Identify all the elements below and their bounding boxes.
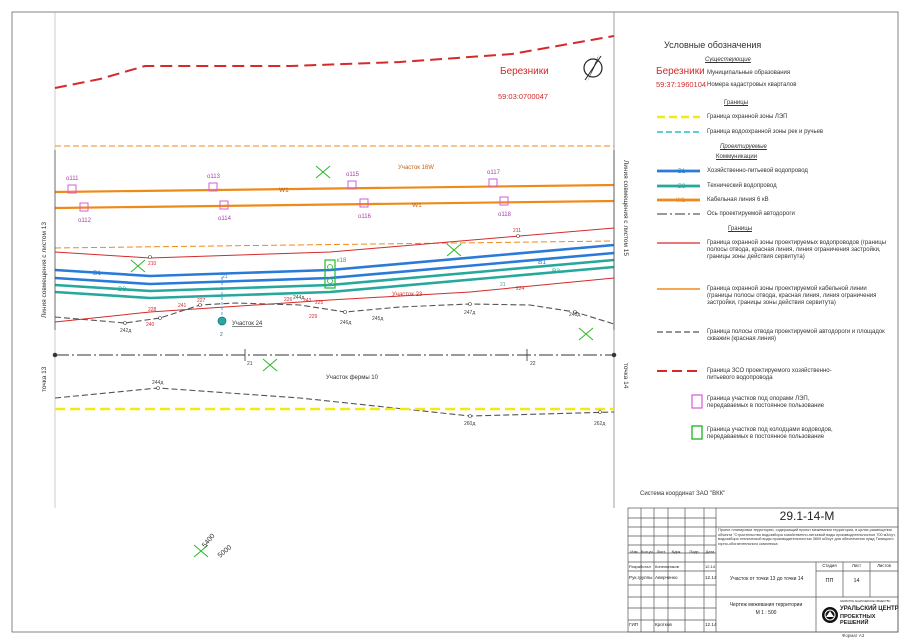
legend-projected-header: Проектируемые bbox=[720, 144, 767, 150]
point-label: 21 bbox=[222, 274, 228, 280]
tb-org-line1: УРАЛЬСКИЙ ЦЕНТР bbox=[840, 606, 899, 612]
survey-point bbox=[149, 256, 152, 259]
line-code: В1 bbox=[93, 270, 101, 277]
plot-label-bottom: Участок фермы 10 bbox=[326, 375, 378, 381]
point-label: 262д bbox=[594, 421, 606, 427]
survey-point bbox=[517, 235, 520, 238]
point-label: 228 bbox=[148, 307, 157, 313]
point-label: 210 bbox=[148, 261, 157, 267]
legend-swatch-well-plots bbox=[692, 426, 702, 439]
tb-org-small: ЗАКРЫТОЕ АКЦИОНЕРНОЕ ОБЩЕСТВО bbox=[840, 600, 891, 603]
doc-code: 29.1-14-М bbox=[779, 509, 835, 523]
north-arrow-icon bbox=[584, 54, 602, 82]
road-strip-lower bbox=[55, 388, 614, 416]
tb-drawing-title: Чертеж межевания территории bbox=[729, 602, 803, 608]
legend-swatch-code: W1 bbox=[676, 198, 685, 204]
survey-point bbox=[469, 415, 472, 418]
tb-name-lead: Аверченко bbox=[655, 575, 678, 580]
tb-header-data: Дата bbox=[705, 550, 715, 554]
legend-city-desc: Муниципальные образования bbox=[707, 70, 791, 76]
legend-borders-header2: Границы bbox=[728, 226, 752, 232]
project-desc: Проект планировки территории, содержащий проект межевания территории, в целях размещения объекта "Строительство водозабора хозяйственно-питьевой воды производительностью 700 м3/сут, водозабора технической воды производительностью 3800 м3/сут для обеспечения нужд Талицкого горно-обогатительного комплекса bbox=[718, 528, 896, 546]
tb-stage-hdr: Стадия bbox=[822, 563, 837, 568]
legend-cadastral-sample: 59:37:1960104 bbox=[656, 80, 707, 89]
point-label: 21 bbox=[500, 282, 506, 288]
tb-header-podp: Подп. bbox=[689, 550, 700, 554]
cable-line-2 bbox=[55, 201, 614, 208]
tb-sheet-val: 14 bbox=[853, 578, 860, 584]
tb-role-gip: ГИП bbox=[629, 622, 639, 627]
cadastral-code: 59:03:0700047 bbox=[498, 92, 549, 101]
point-label: 241 bbox=[178, 303, 187, 309]
tb-sheets-hdr: Листов bbox=[877, 563, 891, 568]
pillar-label: о112 bbox=[78, 218, 91, 224]
tb-header-koluch: Кол.уч. bbox=[641, 550, 654, 554]
point-label: 244д bbox=[152, 380, 164, 386]
tb-name-developer: Копельников bbox=[655, 564, 679, 569]
pillar-square bbox=[500, 197, 508, 205]
tb-date-lead: 12.14 bbox=[705, 575, 717, 580]
zso-boundary-top bbox=[55, 36, 614, 88]
plot-label-left: Участок 24 bbox=[232, 321, 263, 327]
point-label: 244д bbox=[293, 295, 305, 301]
legend-water-pipe: Хозяйственно-питьевой водопровод bbox=[707, 168, 808, 174]
left-margin-label: Линия совмещения с листом 13 bbox=[41, 221, 48, 318]
tb-org-line2: ПРОЕКТНЫХ РЕШЕНИЙ bbox=[840, 614, 876, 626]
plot-label-middle: Участок 23 bbox=[392, 292, 423, 298]
legend-tech-pipe: Технический водопровод bbox=[707, 183, 777, 189]
point-label: 240 bbox=[146, 322, 155, 328]
legend-pipe-zone: Граница охранной зоны проектируемых водопроводов (границы полосы отвода, красная линия, линия ограничения застройки, границы зоны действия сервитута) bbox=[707, 240, 887, 260]
company-logo-icon bbox=[822, 607, 838, 623]
crossing-mark bbox=[316, 166, 330, 178]
survey-point bbox=[124, 322, 127, 325]
pillar-label: о116 bbox=[358, 214, 371, 220]
tb-scale: М 1 : 500 bbox=[755, 610, 777, 616]
point-label: 245д bbox=[372, 316, 384, 322]
pillar-label: о114 bbox=[218, 216, 231, 222]
survey-point bbox=[159, 317, 162, 320]
legend-city-sample: Березники bbox=[656, 66, 705, 77]
legend-swatch-lep-plots bbox=[692, 395, 702, 408]
pillar-labels bbox=[66, 170, 512, 264]
legend-comms-header: Коммуникации bbox=[716, 154, 758, 160]
legend-lep-zone: Граница охранной зоны ЛЭП bbox=[707, 114, 788, 120]
point-label: 224 bbox=[516, 286, 525, 292]
point-label: 243 bbox=[303, 298, 312, 304]
tb-name-gip: Кротков bbox=[655, 622, 672, 627]
line-code: В1 bbox=[538, 259, 546, 266]
line-code: W1 bbox=[279, 187, 289, 194]
legend-existing-header: Существующие bbox=[705, 57, 751, 63]
point-label: 21 bbox=[247, 361, 253, 367]
point-labels bbox=[120, 228, 605, 427]
point-label: 260д bbox=[464, 421, 476, 427]
legend-swatch-code: В3 bbox=[678, 184, 686, 190]
crossing-mark bbox=[131, 260, 145, 272]
cable-line-1 bbox=[55, 185, 614, 192]
point-label: 229 bbox=[309, 314, 318, 320]
point-label: 246д bbox=[340, 320, 352, 326]
tb-header-list: Лист bbox=[656, 550, 666, 554]
pillar-label: о111 bbox=[66, 176, 79, 182]
tb-header-izm: Изм. bbox=[630, 550, 639, 554]
right-margin-label: Линия совмещения с листом 15 bbox=[622, 160, 629, 257]
crossing-mark bbox=[263, 359, 277, 371]
point-label: 225 bbox=[315, 300, 324, 306]
pillar-label: о113 bbox=[207, 174, 220, 180]
pillar-label: о115 bbox=[346, 172, 359, 178]
line-code: В3 bbox=[552, 268, 560, 275]
legend-title: Условные обозначения bbox=[664, 40, 762, 50]
legend-well-plots: Граница участков под колодцами водоводов, передаваемых в постоянное пользование bbox=[707, 427, 833, 440]
grid-label: 5000 bbox=[216, 544, 234, 560]
cable-zone-bottom bbox=[55, 241, 614, 248]
legend-zso: Граница ЗСО проектируемого хозяйственно-питьевого водопровода bbox=[707, 368, 832, 381]
survey-point bbox=[53, 353, 57, 357]
point-label: 247д bbox=[464, 310, 476, 316]
survey-point bbox=[344, 311, 347, 314]
tb-sheet-hdr: Лист bbox=[851, 563, 862, 568]
point-label: 211 bbox=[513, 228, 521, 234]
drill-point bbox=[218, 317, 226, 325]
plot-label-top: Участок 16W bbox=[398, 165, 434, 171]
tb-date-gip: 12.14 bbox=[705, 622, 717, 627]
tb-format: Формат А3 bbox=[842, 633, 865, 638]
line-code: В3 bbox=[118, 286, 126, 293]
legend-cable-zone: Граница охранной зоны проектируемой кабельной линии (границы полосы отвода, красная линия, линия ограничения застройки, границы зоны действия сервитута) bbox=[707, 286, 877, 306]
point-label: 248д bbox=[569, 312, 581, 318]
tb-date-developer: 12.14 bbox=[705, 564, 716, 569]
pillar-label: о118 bbox=[498, 212, 511, 218]
crossing-mark bbox=[579, 328, 593, 340]
legend-road-strip: Граница полосы отвода проектируемой автодороги и площадок скважин (красная линия) bbox=[707, 329, 885, 342]
crossing-mark bbox=[447, 244, 461, 256]
survey-point bbox=[157, 387, 160, 390]
tb-stage-val: ПП bbox=[825, 578, 834, 584]
point-label: 227 bbox=[197, 298, 206, 304]
legend-lep-plots: Граница участков под опорами ЛЭП, передаваемых в постоянное пользование bbox=[707, 396, 825, 409]
survey-point bbox=[612, 353, 616, 357]
well-label: к18 bbox=[337, 258, 347, 264]
point-label: 22 bbox=[530, 361, 536, 367]
tb-role-developer: Разработал bbox=[629, 564, 651, 569]
legend-cadastral-desc: Номера кадастровых кварталов bbox=[707, 82, 797, 88]
legend-cable: Кабельная линия 6 кВ bbox=[707, 197, 769, 203]
tb-header-ndok: Nдок. bbox=[671, 550, 682, 554]
point-label: 226 bbox=[284, 297, 293, 303]
legend-swatches bbox=[657, 117, 702, 439]
line-code: W1 bbox=[412, 202, 422, 209]
city-name: Березники bbox=[500, 66, 549, 77]
right-point-label: точка 14 bbox=[622, 363, 629, 389]
survey-point bbox=[469, 303, 472, 306]
left-point-label: точка 13 bbox=[41, 366, 48, 392]
grid-label: 5400 bbox=[201, 532, 217, 550]
legend-water-zone: Граница водоохранной зоны рек и ручьев bbox=[707, 129, 824, 135]
legend-swatch-code: В1 bbox=[678, 169, 686, 175]
survey-point bbox=[599, 411, 602, 414]
legend-borders-header: Границы bbox=[724, 100, 748, 106]
coordinate-system: Система координат ЗАО "ВКК" bbox=[640, 491, 726, 497]
point-label: 2 bbox=[220, 332, 223, 338]
legend-road-axis: Ось проектируемой автодороги bbox=[707, 211, 795, 217]
pillar-label: о117 bbox=[487, 170, 500, 176]
point-label: 242д bbox=[120, 328, 132, 334]
tb-section-desc: Участок от точки 13 до точки 14 bbox=[730, 576, 804, 582]
tb-role-lead: Рук.группы bbox=[629, 575, 653, 580]
